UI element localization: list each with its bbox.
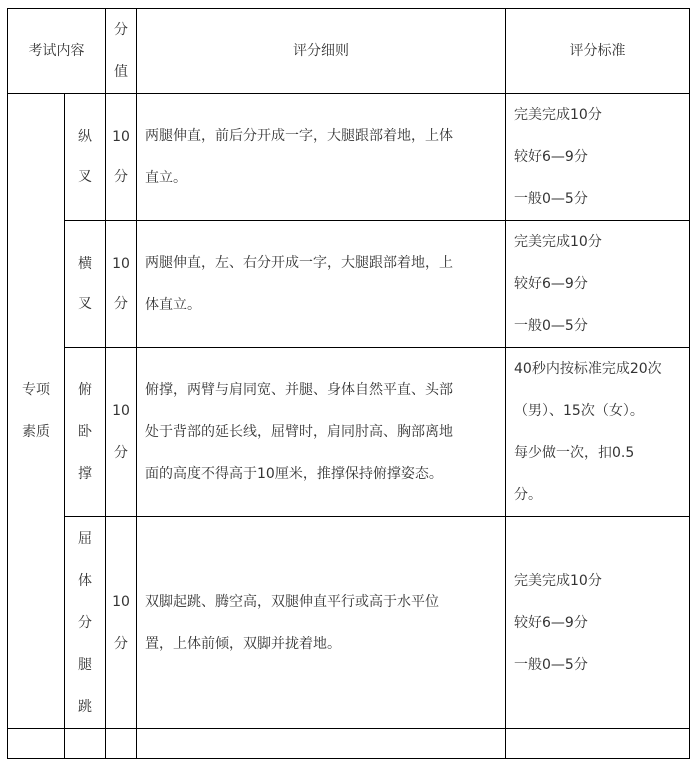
header-score [106, 9, 137, 94]
item-char: 卧 [78, 424, 92, 440]
header-details: 评分细则 [137, 9, 506, 94]
criteria-cell [506, 221, 690, 348]
details-line: 两腿伸直，左、右分开成一字，大腿跟部着地，上 [145, 255, 453, 271]
criteria-line: 40秒内按标准完成20次 [514, 361, 662, 377]
table-row [8, 348, 690, 517]
cell [65, 729, 106, 759]
score-cell [106, 348, 137, 517]
score-char: 10 [112, 129, 130, 145]
criteria-cell [506, 348, 690, 517]
exam-scoring-table [7, 8, 690, 759]
criteria-line: 较好6—9分 [514, 276, 588, 292]
criteria-cell [506, 94, 690, 221]
score-cell [106, 94, 137, 221]
score-cell [106, 517, 137, 729]
item-char: 叉 [78, 296, 92, 312]
item-char: 屈 [78, 530, 92, 547]
item-char: 跳 [78, 698, 92, 715]
table-row [8, 221, 690, 348]
category-cell [8, 94, 65, 729]
details-cell [137, 517, 506, 729]
criteria-line: 每少做一次，扣0.5 [514, 445, 635, 461]
header-score-char: 分 [114, 22, 128, 38]
header-criteria: 评分标准 [506, 9, 690, 94]
criteria-line: 完美完成10分 [514, 234, 602, 250]
criteria-line: （男）、15次（女）。 [514, 403, 644, 419]
item-char: 撑 [78, 466, 92, 482]
cell [137, 729, 506, 759]
item-cell [65, 221, 106, 348]
cell [106, 729, 137, 759]
details-line: 双脚起跳、腾空高，双腿伸直平行或高于水平位 [145, 593, 439, 610]
details-line: 两腿伸直，前后分开成一字，大腿跟部着地，上体 [145, 128, 453, 144]
item-char: 横 [78, 256, 92, 272]
table-row [8, 517, 690, 729]
criteria-line: 较好6—9分 [514, 614, 588, 631]
score-char: 10 [112, 593, 130, 610]
details-line: 直立。 [145, 170, 187, 186]
details-cell [137, 94, 506, 221]
table-row-partial [8, 729, 690, 759]
item-char: 分 [78, 614, 92, 631]
criteria-line: 完美完成10分 [514, 572, 602, 589]
score-char: 10 [112, 256, 130, 272]
score-char: 分 [114, 445, 128, 461]
details-line: 体直立。 [145, 297, 201, 313]
criteria-line: 较好6—9分 [514, 149, 588, 165]
item-cell [65, 348, 106, 517]
criteria-line: 一般0—5分 [514, 656, 588, 673]
item-char: 纵 [78, 129, 92, 145]
item-char: 体 [78, 572, 92, 589]
header-row [8, 9, 690, 94]
score-char: 分 [114, 635, 128, 652]
details-cell [137, 221, 506, 348]
item-char: 叉 [78, 169, 92, 185]
score-char: 10 [112, 403, 130, 419]
score-char: 分 [114, 169, 128, 185]
item-cell [65, 517, 106, 729]
header-score-char: 值 [114, 64, 128, 80]
category-text: 专项 [22, 382, 50, 398]
details-line: 置，上体前倾，双脚并拢着地。 [145, 635, 341, 652]
item-cell [65, 94, 106, 221]
criteria-line: 分。 [514, 487, 542, 503]
score-cell [106, 221, 137, 348]
criteria-cell [506, 517, 690, 729]
table-row [8, 94, 690, 221]
criteria-line: 完美完成10分 [514, 107, 602, 123]
criteria-line: 一般0—5分 [514, 191, 588, 207]
details-line: 俯撑，两臂与肩同宽、并腿、身体自然平直、头部 [145, 382, 453, 398]
category-text: 素质 [22, 424, 50, 440]
item-char: 俯 [78, 382, 92, 398]
details-line: 面的高度不得高于10厘米，推撑保持俯撑姿态。 [145, 466, 443, 482]
item-char: 腿 [78, 656, 92, 673]
criteria-line: 一般0—5分 [514, 318, 588, 334]
cell [8, 729, 65, 759]
details-cell [137, 348, 506, 517]
score-char: 分 [114, 296, 128, 312]
details-line: 处于背部的延长线，屈臂时，肩同肘高、胸部离地 [145, 424, 453, 440]
cell [506, 729, 690, 759]
header-content: 考试内容 [8, 9, 106, 94]
